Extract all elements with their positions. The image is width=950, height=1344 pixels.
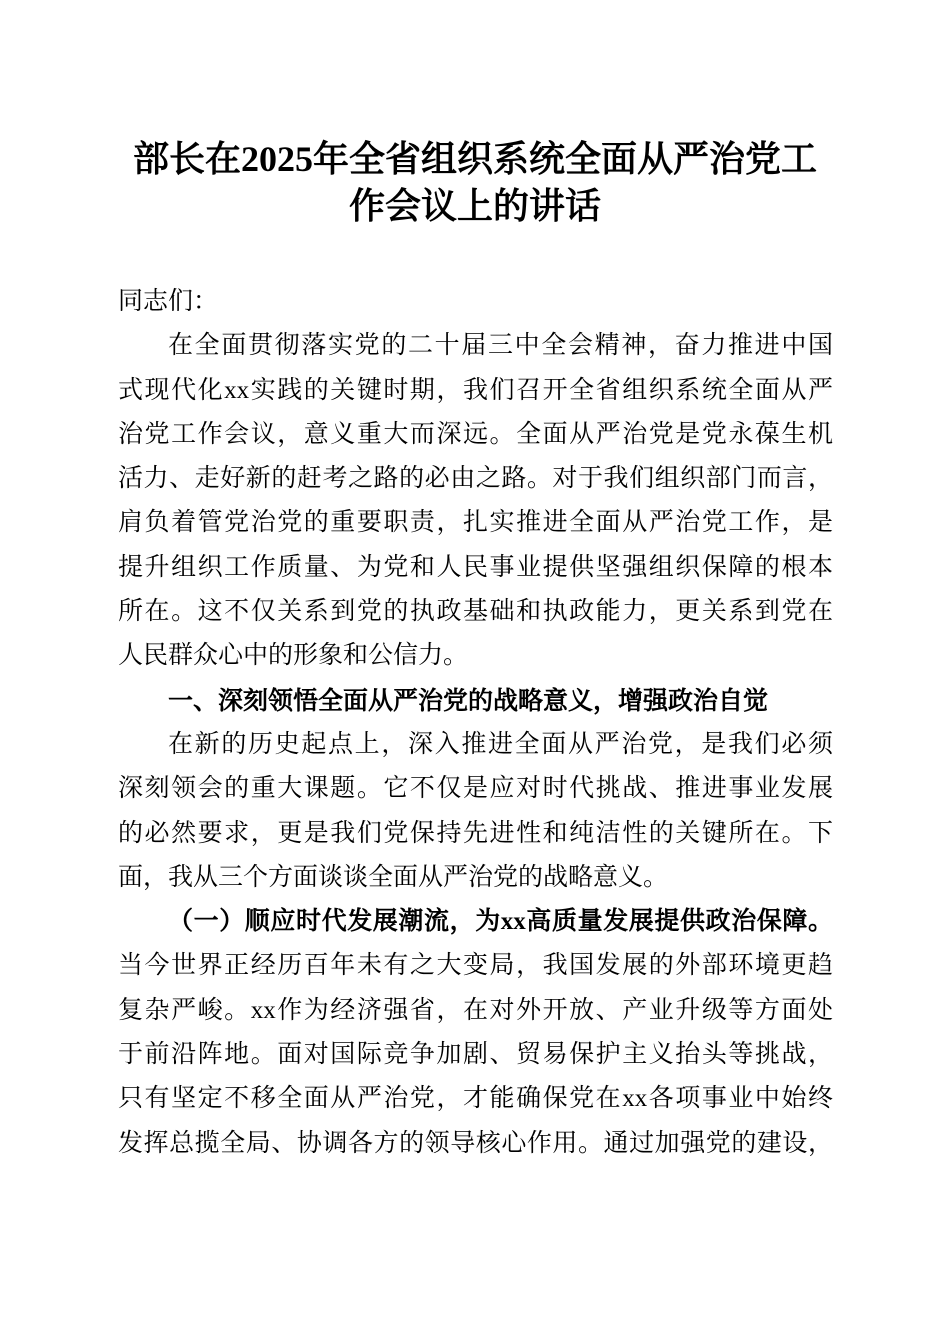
document-title	[0, 136, 950, 230]
body-line: 的必然要求，更是我们党保持先进性和纯洁性的关键所在。下	[118, 819, 833, 847]
body-line: 在全面贯彻落实党的二十届三中全会精神，奋力推进中国	[168, 332, 833, 360]
body-line: 提升组织工作质量、为党和人民事业提供坚强组织保障的根本	[118, 553, 833, 581]
body-line: 发挥总揽全局、协调各方的领导核心作用。通过加强党的建设，	[118, 1129, 833, 1157]
body-line: 式现代化xx实践的关键时期，我们召开全省组织系统全面从严	[118, 376, 833, 404]
body-line: 面，我从三个方面谈谈全面从严治党的战略意义。	[118, 863, 669, 891]
body-line: 人民群众心中的形象和公信力。	[118, 642, 469, 670]
body-line: 所在。这不仅关系到党的执政基础和执政能力，更关系到党在	[118, 598, 833, 626]
body-line: 深刻领会的重大课题。它不仅是应对时代挑战、推进事业发展	[118, 775, 833, 803]
body-line: 于前沿阵地。面对国际竞争加剧、贸易保护主义抬头等挑战，	[118, 1041, 833, 1069]
body-line: 在新的历史起点上，深入推进全面从严治党，是我们必须	[168, 730, 833, 758]
title-line-2: 作会议上的讲话	[348, 186, 601, 226]
body-line: 肩负着管党治党的重要职责，扎实推进全面从严治党工作，是	[118, 509, 833, 537]
title-line-1: 部长在2025年全省组织系统全面从严治党工	[132, 139, 817, 179]
section-heading: 一、深刻领悟全面从严治党的战略意义，增强政治自觉	[168, 686, 769, 715]
body-line: 治党工作会议，意义重大而深远。全面从严治党是党永葆生机	[118, 420, 833, 448]
body-line: 只有坚定不移全面从严治党，才能确保党在xx各项事业中始终	[118, 1085, 833, 1113]
document-body	[118, 280, 833, 1166]
body-line: 当今世界正经历百年未有之大变局，我国发展的外部环境更趋	[118, 952, 833, 980]
salutation-line: 同志们：	[118, 288, 219, 315]
subsection-heading: （一）顺应时代发展潮流，为xx高质量发展提供政治保障。	[168, 908, 833, 936]
body-line: 活力、走好新的赶考之路的必由之路。对于我们组织部门而言，	[118, 465, 833, 493]
body-line: 复杂严峻。xx作为经济强省，在对外开放、产业升级等方面处	[118, 996, 833, 1024]
